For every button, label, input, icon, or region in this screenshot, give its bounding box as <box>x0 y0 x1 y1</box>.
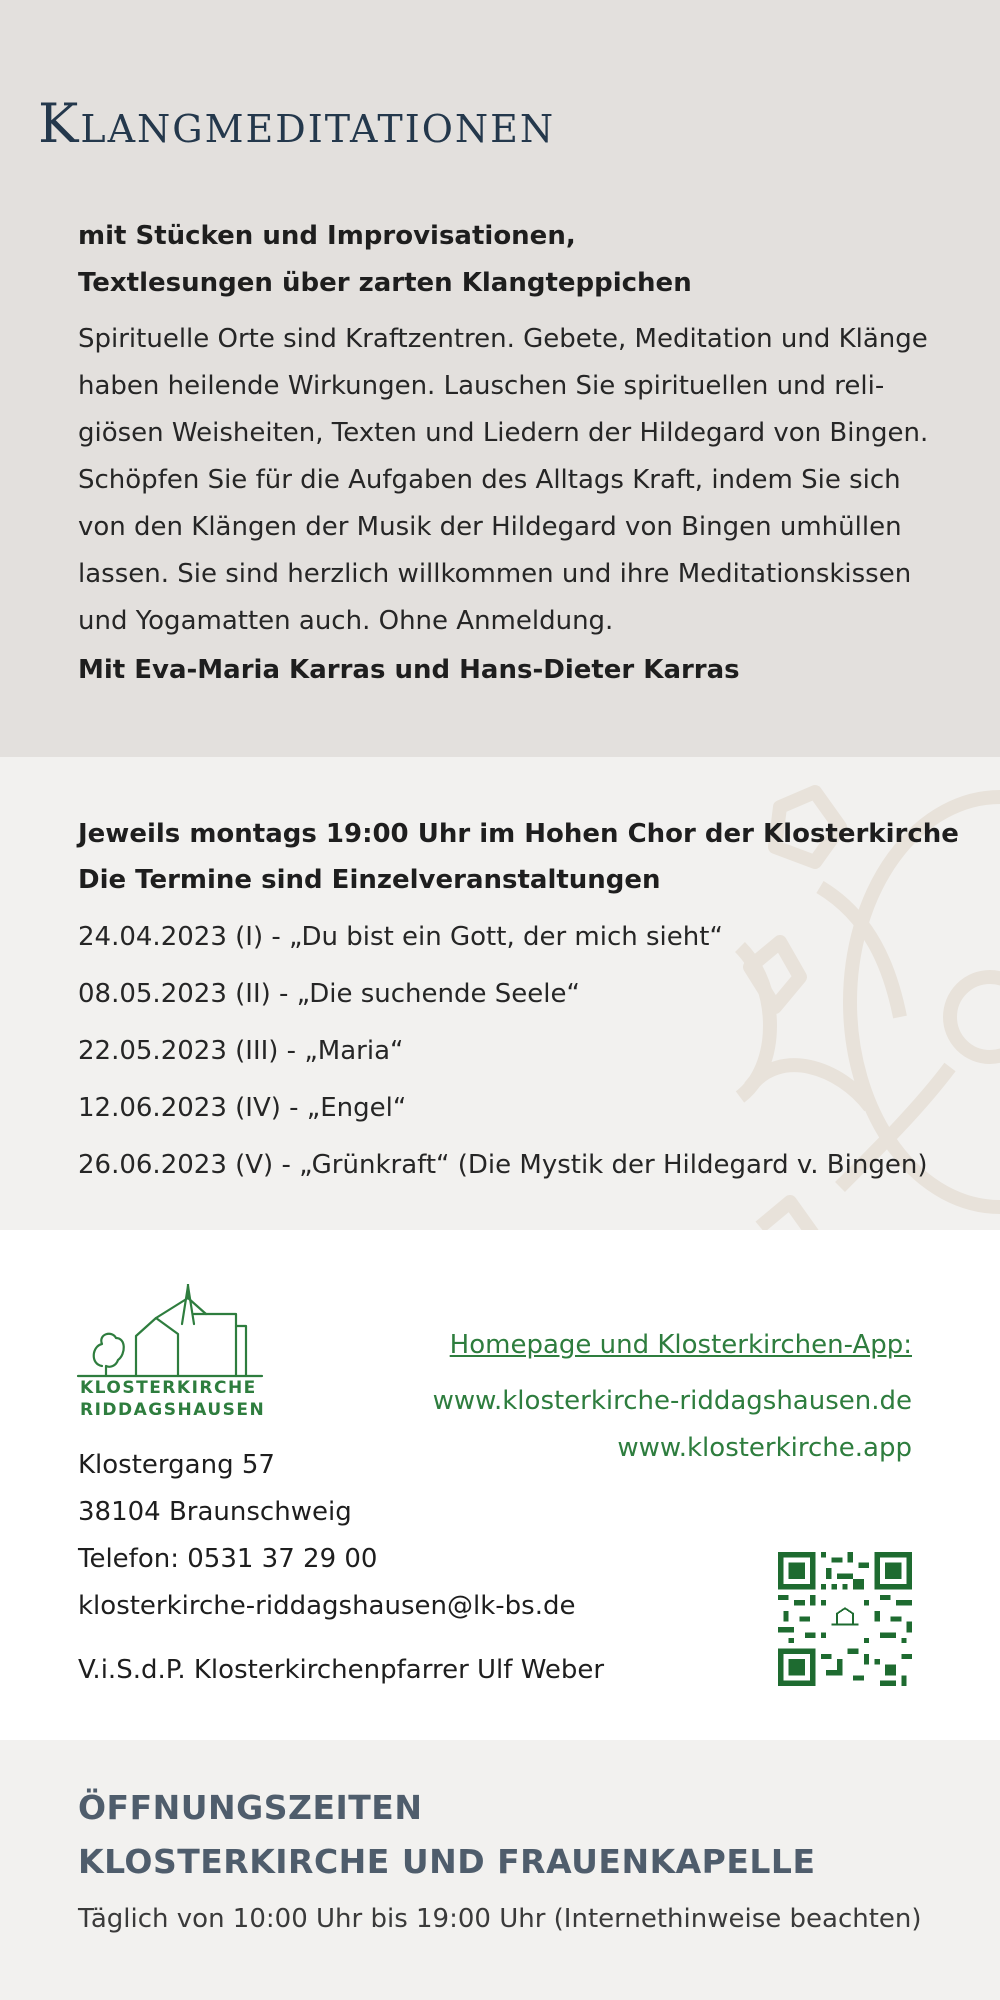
visdp-line: V.i.S.d.P. Klosterkirchenpfarrer Ulf Weber <box>78 1655 605 1685</box>
address-city: 38104 Braunschweig <box>78 1497 352 1527</box>
event-item: 12.06.2023 (IV) - „Engel“ <box>78 1093 407 1123</box>
intro-line: Spirituelle Orte sind Kraftzentren. Gebete, Meditation und Klänge <box>78 324 928 354</box>
opening-hours-section <box>0 1740 1000 2000</box>
intro-line: von den Klängen der Musik der Hildegard von Bingen umhüllen <box>78 512 902 542</box>
qr-code-icon[interactable] <box>778 1552 912 1686</box>
intro-line: haben heilende Wirkungen. Lauschen Sie spirituellen und reli- <box>78 371 885 401</box>
contact-section <box>0 1230 1000 1740</box>
event-item: 26.06.2023 (V) - „Grünkraft“ (Die Mystik der Hildegard v. Bingen) <box>78 1150 928 1180</box>
intro-paragraph <box>78 316 938 645</box>
intro-line: und Yogamatten auch. Ohne Anmeldung. <box>78 606 614 636</box>
schedule-note: Die Termine sind Einzelveranstaltungen <box>78 865 661 895</box>
opening-heading-line-2: KLOSTERKIRCHE UND FRAUENKAPELLE <box>78 1842 816 1881</box>
phone-number[interactable]: Telefon: 0531 37 29 00 <box>78 1544 378 1574</box>
event-item: 22.05.2023 (III) - „Maria“ <box>78 1036 404 1066</box>
subtitle-line-2: Textlesungen über zarten Klangteppichen <box>78 268 692 298</box>
opening-hours-text: Täglich von 10:00 Uhr bis 19:00 Uhr (Internethinweise beachten) <box>78 1904 922 1934</box>
dates-section <box>0 757 1000 1230</box>
church-logo-icon <box>76 1284 276 1419</box>
website-link[interactable]: www.klosterkirche-riddagshausen.de <box>432 1386 912 1416</box>
intro-line: Schöpfen Sie für die Aufgaben des Alltags Kraft, indem Sie sich <box>78 465 901 495</box>
event-item: 24.04.2023 (I) - „Du bist ein Gott, der mich sieht“ <box>78 922 723 952</box>
logo-text-line-2: RIDDAGSHAUSEN <box>80 1400 266 1420</box>
hosts-line: Mit Eva-Maria Karras und Hans-Dieter Karras <box>78 655 740 685</box>
email-link[interactable]: klosterkirche-riddagshausen@lk-bs.de <box>78 1591 576 1621</box>
subtitle-line-1: mit Stücken und Improvisationen, <box>78 221 576 251</box>
schedule-line: Jeweils montags 19:00 Uhr im Hohen Chor der Klosterkirche <box>78 819 959 849</box>
intro-line: lassen. Sie sind herzlich willkommen und ihre Meditationskissen <box>78 559 912 589</box>
intro-section <box>0 0 1000 757</box>
opening-heading-line-1: ÖFFNUNGSZEITEN <box>78 1788 423 1827</box>
app-link[interactable]: www.klosterkirche.app <box>617 1433 912 1463</box>
address-street: Klostergang 57 <box>78 1450 275 1480</box>
intro-line: giösen Weisheiten, Texten und Liedern der Hildegard von Bingen. <box>78 418 929 448</box>
page-title: Klangmeditationen <box>38 92 556 155</box>
logo-text-line-1: KLOSTERKIRCHE <box>80 1378 257 1398</box>
event-item: 08.05.2023 (II) - „Die suchende Seele“ <box>78 979 580 1009</box>
homepage-heading-link[interactable]: Homepage und Klosterkirchen-App: <box>449 1330 912 1360</box>
